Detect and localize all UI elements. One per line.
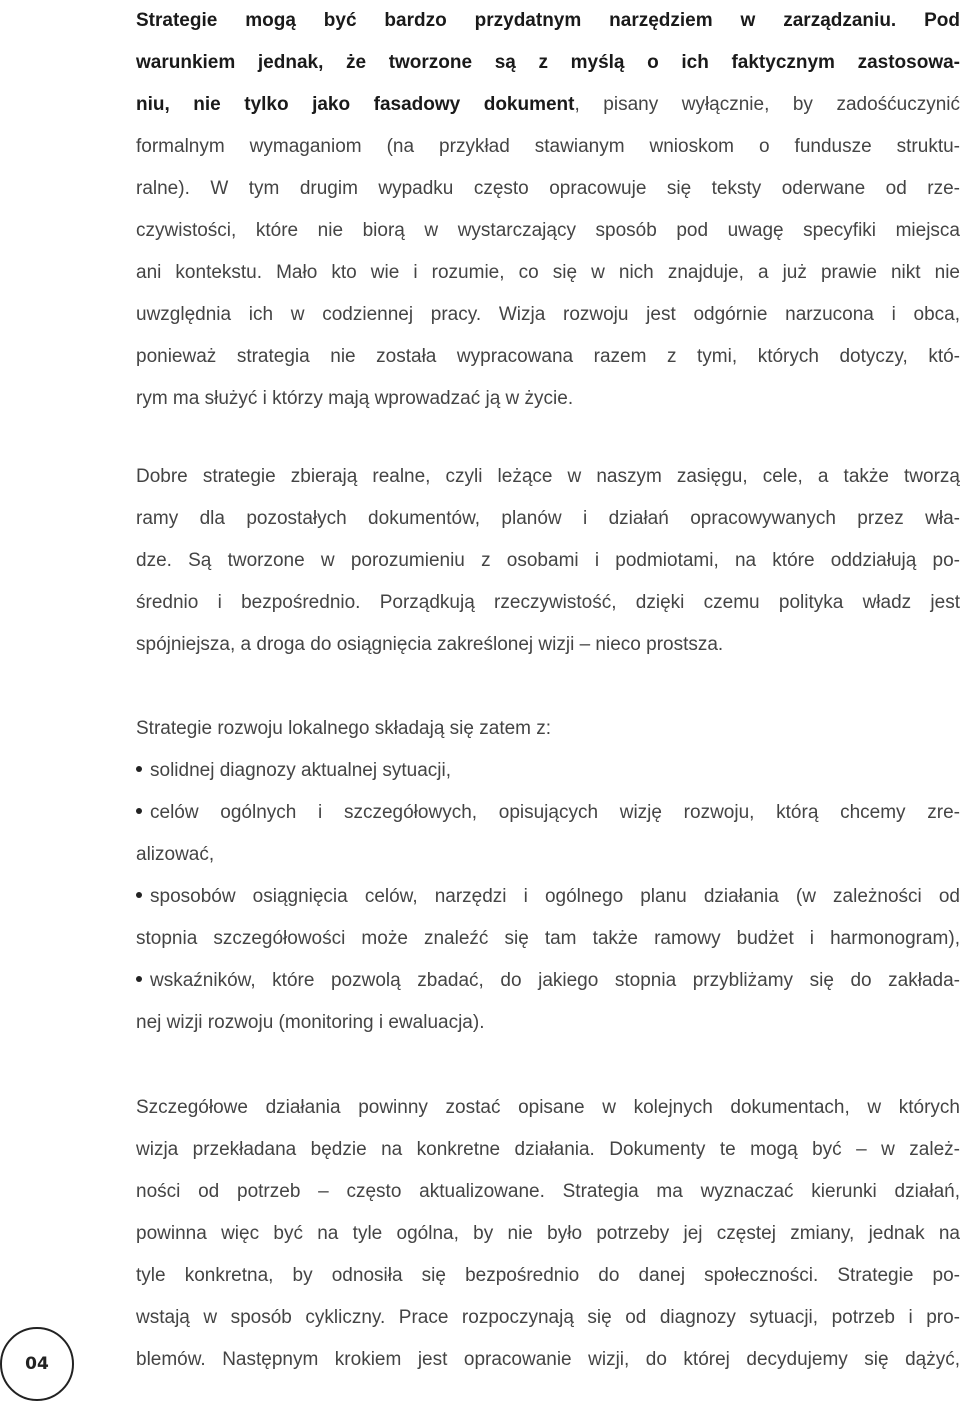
text-line: uwzględnia ich w codziennej pracy. Wizja rozwoju jest odgórnie narzucona i obca,	[136, 304, 960, 325]
text-line: ramy dla pozostałych dokumentów, planów i działań opracowywanych przez wła-	[136, 508, 960, 529]
list-item-text: wskaźników, które pozwolą zbadać, do jakiego stopnia przybliżamy się do zakłada-	[150, 970, 960, 991]
text-line: Strategie mogą być bardzo przydatnym narzędziem w zarządzaniu. Pod	[136, 10, 960, 31]
text-line: czywistości, które nie biorą w wystarczający sposób pod uwagę specyfiki miejsca	[136, 220, 960, 241]
bullet-icon	[136, 808, 142, 814]
text-line: powinna więc być na tyle ogólna, by nie było potrzeby jej częstej zmiany, jednak na	[136, 1223, 960, 1244]
text-line: ponieważ strategia nie została wypracowana razem z tymi, których dotyczy, któ-	[136, 346, 960, 367]
list-item	[136, 876, 960, 918]
list-item-text: sposobów osiągnięcia celów, narzędzi i ogólnego planu działania (w zależności od	[150, 886, 960, 907]
list-item	[136, 792, 960, 834]
text-line: formalnym wymaganiom (na przykład stawianym wnioskom o fundusze struktu-	[136, 136, 960, 157]
paragraph-good-strategies	[136, 456, 960, 666]
text-line: ności od potrzeb – często aktualizowane. Strategia ma wyznaczać kierunki działań,	[136, 1181, 960, 1202]
page-number-badge: 04	[0, 1327, 74, 1401]
text-line: blemów. Następnym krokiem jest opracowanie wizji, do której decydujemy się dążyć,	[136, 1349, 960, 1370]
bullet-icon	[136, 766, 142, 772]
bullet-icon	[136, 976, 142, 982]
bullet-icon	[136, 892, 142, 898]
text-line: dze. Są tworzone w porozumieniu z osobami i podmiotami, na które oddziałują po-	[136, 550, 960, 571]
list-item-continuation: stopnia szczegółowości może znaleźć się tam także ramowy budżet i harmonogram),	[136, 928, 960, 949]
text-line: rym ma służyć i którzy mają wprowadzać ją w życie.	[136, 388, 574, 409]
paragraph-components-list	[136, 708, 960, 1044]
list-intro: Strategie rozwoju lokalnego składają się zatem z:	[136, 718, 552, 739]
text-line: średnio i bezpośrednio. Porządkują rzeczywistość, dzięki czemu polityka władz jest	[136, 592, 960, 613]
text-line: spójniejsza, a droga do osiągnięcia zakreślonej wizji – nieco prostsza.	[136, 634, 724, 655]
list-item-text: celów ogólnych i szczegółowych, opisujących wizję rozwoju, którą chcemy zre-	[150, 802, 960, 823]
text-line: tyle konkretna, by odnosiła się bezpośrednio do danej społeczności. Strategie po-	[136, 1265, 960, 1286]
paragraph-detailed-actions	[136, 1087, 960, 1381]
text-line: wizja przekładana będzie na konkretne działania. Dokumenty te mogą być – w zależ-	[136, 1139, 960, 1160]
list-item-continuation: nej wizji rozwoju (monitoring i ewaluacja).	[136, 1012, 485, 1033]
list-item	[136, 750, 960, 792]
text-line: ani kontekstu. Mało kto wie i rozumie, co się w nich znajduje, a już prawie nikt nie	[136, 262, 960, 283]
text-line	[136, 84, 960, 126]
text-line: Dobre strategie zbierają realne, czyli leżące w naszym zasięgu, cele, a także tworzą	[136, 466, 960, 487]
list-item-text: solidnej diagnozy aktualnej sytuacji,	[150, 760, 452, 781]
paragraph-intro	[136, 0, 960, 420]
text-line: warunkiem jednak, że tworzone są z myślą o ich faktycznym zastosowa-	[136, 52, 960, 73]
list-item	[136, 960, 960, 1002]
text-line: Szczegółowe działania powinny zostać opisane w kolejnych dokumentach, w których	[136, 1097, 960, 1118]
text-run: , pisany wyłącznie, by zadośćuczynić	[574, 94, 960, 115]
text-line: wstają w sposób cykliczny. Prace rozpoczynają się od diagnozy sytuacji, potrzeb i pro-	[136, 1307, 960, 1328]
text-line: ralne). W tym drugim wypadku często opracowuje się teksty oderwane od rze-	[136, 178, 960, 199]
list-item-continuation: alizować,	[136, 844, 215, 865]
bold-phrase: niu, nie tylko jako fasadowy dokument	[136, 94, 575, 115]
